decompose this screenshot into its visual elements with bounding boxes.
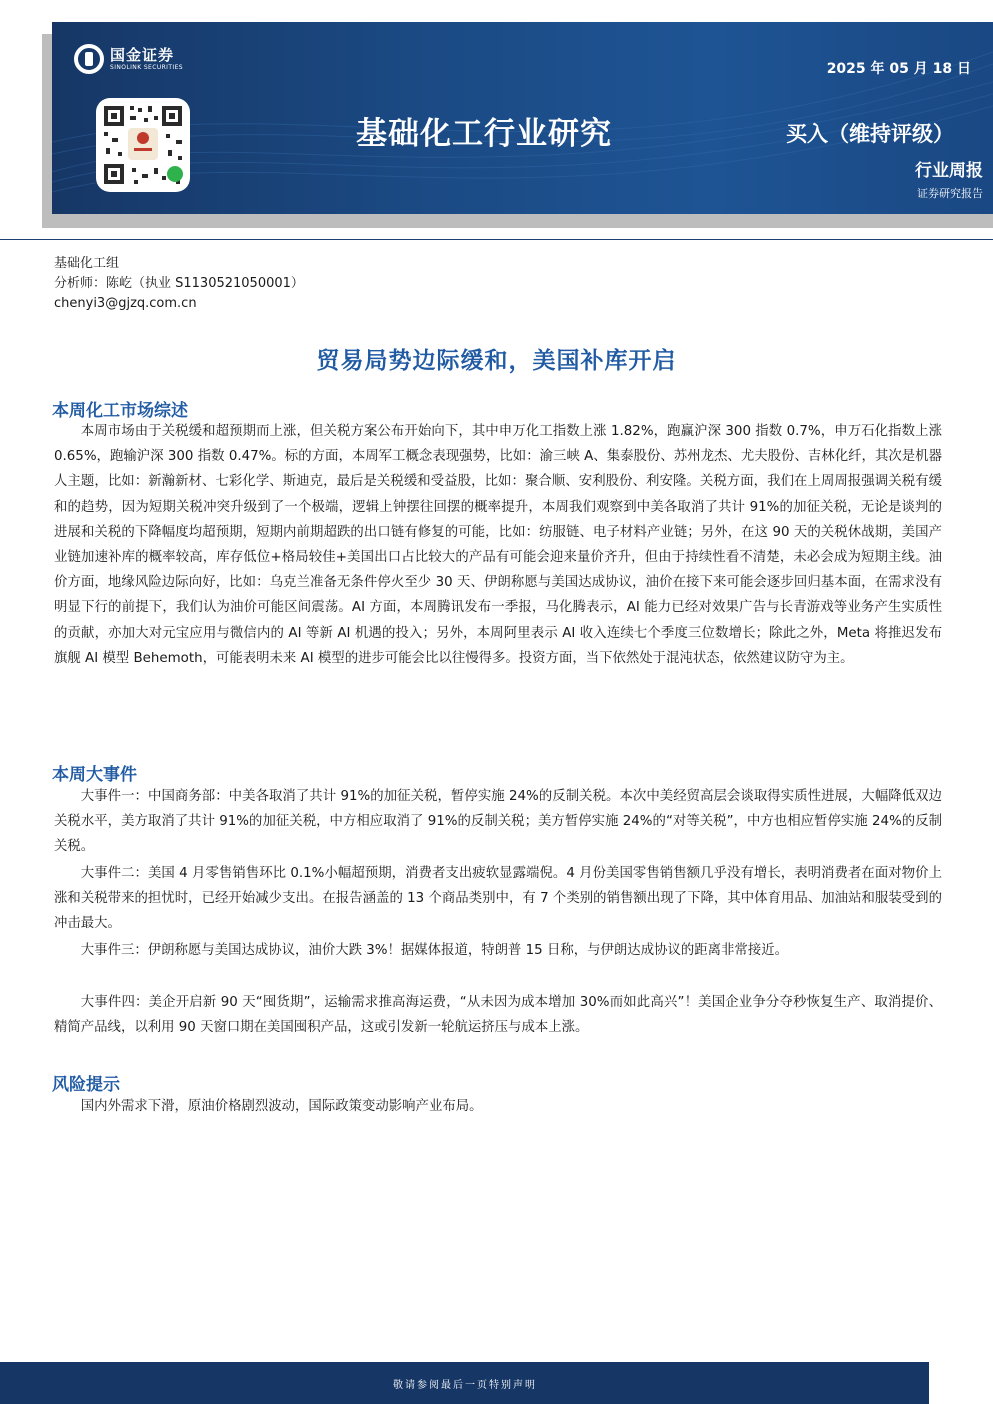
event-item-3: 大事件三：伊朗称愿与美国达成协议，油价大跌 3%！据媒体报道，特朗普 15 日称，与伊朗达成协议的距离非常接近。 — [80, 943, 788, 958]
footer-disclaimer: 敬请参阅最后一页特别声明 — [393, 1380, 537, 1391]
logo-name-cn: 国金证券 — [110, 45, 175, 64]
event-item-4: 大事件四：美企开启新 90 天“囤货期”，运输需求推高海运费，“从未因为成本增加 30%而如此高兴”！美国企业争分夺秒恢复生产、取消提价、精简产品线，以利用 90 天窗口期在美国囤积产品，这或引发新一轮航运挤压与成本上涨。 — [54, 995, 942, 1036]
rating-label: 买入（维持评级） — [786, 122, 954, 146]
summary-paragraph: 本周市场由于关税缓和超预期而上涨，但关税方案公布开始向下，其中申万化工指数上涨 1.82%，跑赢沪深 300 指数 0.7%，申万石化指数上涨 0.65%，跑输沪深 300 指数 0.47%。标的方面，本周军工概念表现强势，比如：渝三峡 A、集泰股份、苏州龙杰、尤夫股份、吉林化纤，其次是机器人主题，比如：新瀚新材、七彩化学、斯迪克，最后是关税缓和受益股，比如：聚合顺、安利股份、利安隆。关税方面，我们在上周周报强调关税有缓和的趋势，因为短期关税冲突升级到了一个极端，逻辑上钟摆往回摆的概率提升，本周我们观察到中美各取消了共计 91%的加征关税，无论是谈判的进展和关税的下降幅度均超预期，短期内前期超跌的出口链有修复的可能，比如：纺服链、电子材料产业链；另外，在这 90 天的关税休战期，美国产业链加速补库的概率较高，库存低位+格局较佳+美国出口占比较大的产品有可能会迎来量价齐升，但由于持续性看不清楚，未必会成为短期主线。油价方面，地缘风险边际向好，比如：乌克兰准备无条件停火至少 30 天、伊朗称愿与美国达成协议，油价在接下来可能会逐步回归基本面，在需求没有明显下行的前提下，我们认为油价可能区间震荡。AI 方面，本周腾讯发布一季报，马化腾表示，AI 能力已经对效果广告与长青游戏等业务产生实质性的贡献，亦加大对元宝应用与微信内的 AI 等新 AI 机遇的投入；另外，本周阿里表示 AI 收入连续七个季度三位数增长；除此之外，Meta 将推迟发布旗舰 AI 模型 Behemoth，可能表明未来 AI 模型的进步可能会比以往慢得多。投资方面，当下依然处于混沌状态，依然建议防守为主。 — [54, 424, 942, 666]
analyst-name: 分析师：陈屹（执业 S1130521050001） — [54, 276, 304, 291]
event-item-1: 大事件一：中国商务部：中美各取消了共计 91%的加征关税，暂停实施 24%的反制关税。本次中美经贸高层会谈取得实质性进展，大幅降低双边关税水平，美方取消了共计 91%的加征关税，中方相应取消了 91%的反制关税；美方暂停实施 24%的“对等关税”，中方也相应暂停实施 24%的反制关税。 — [54, 789, 942, 855]
document-title: 贸易局势边际缓和，美国补库开启 — [316, 348, 677, 374]
section-heading-risk: 风险提示 — [52, 1075, 120, 1095]
report-date: 2025 年 05 月 18 日 — [826, 61, 971, 77]
section-heading-summary: 本周化工市场综述 — [52, 401, 188, 421]
research-group: 基础化工组 — [54, 256, 120, 271]
analyst-info — [54, 254, 304, 314]
sinolink-logo-icon — [74, 44, 104, 74]
header-divider — [0, 239, 993, 240]
event-item-2: 大事件二：美国 4 月零售销售环比 0.1%小幅超预期，消费者支出疲软显露端倪。4 月份美国零售销售额几乎没有增长，表明消费者在面对物价上涨和关税带来的担忧时，已经开始减少支出。在报告涵盖的 13 个商品类别中，有 7 个类别的销售额出现了下降，其中体育用品、加油站和服装受到的冲击最大。 — [54, 866, 942, 932]
report-subtitle: 证券研究报告 — [917, 187, 983, 200]
analyst-email: chenyi3@gjzq.com.cn — [54, 296, 197, 311]
report-type: 行业周报 — [915, 161, 983, 181]
report-title: 基础化工行业研究 — [356, 116, 612, 152]
qr-code-icon — [96, 98, 190, 192]
brand-logo — [74, 44, 183, 74]
logo-name-en: SINOLINK SECURITIES — [110, 63, 183, 71]
risk-paragraph: 国内外需求下滑，原油价格剧烈波动，国际政策变动影响产业布局。 — [80, 1099, 483, 1114]
footer-notch — [929, 1362, 993, 1404]
section-heading-events: 本周大事件 — [52, 765, 137, 785]
